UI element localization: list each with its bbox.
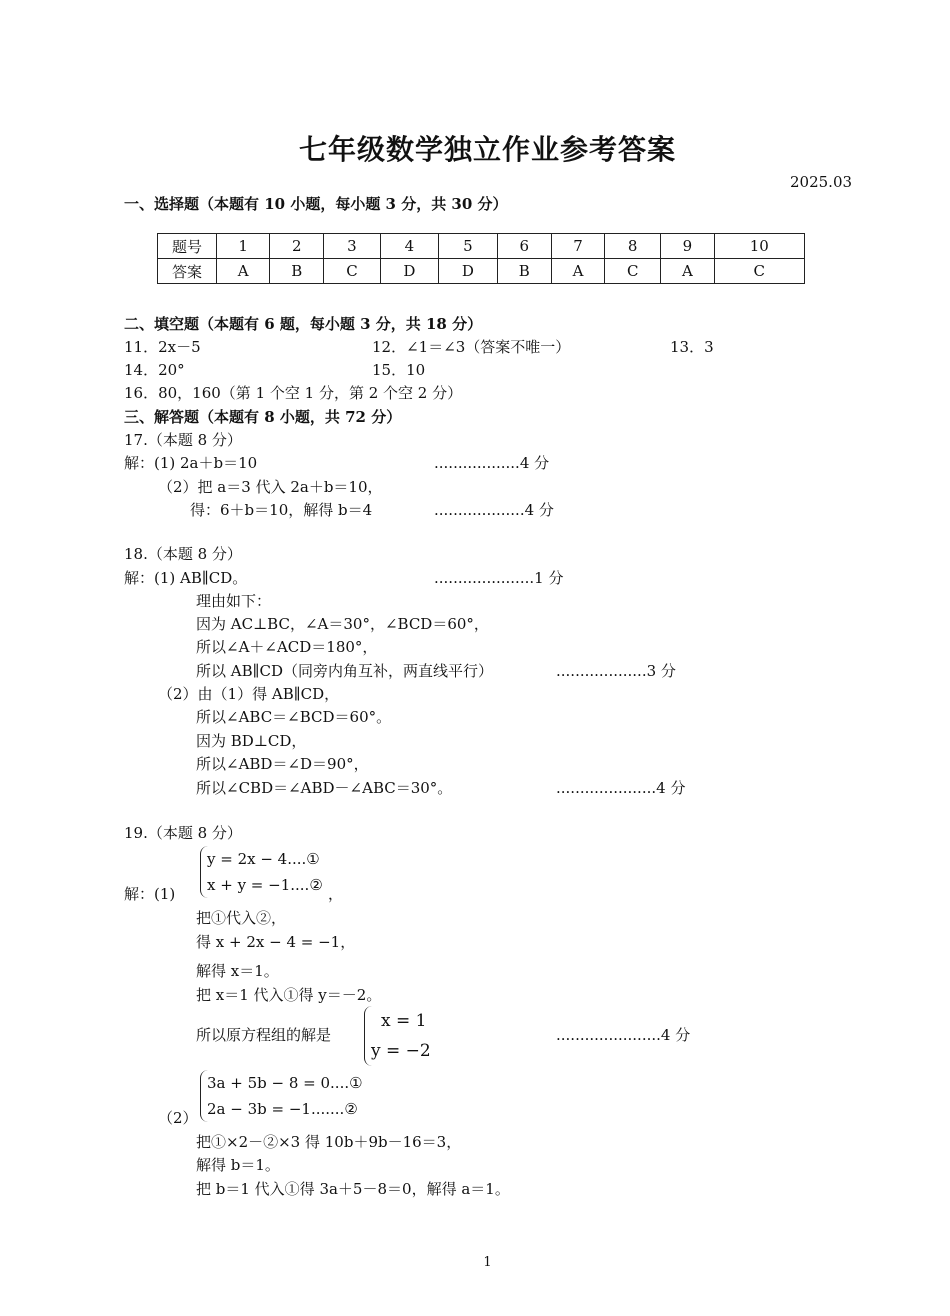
table-cell: D <box>439 259 498 284</box>
table-cell: C <box>605 259 661 284</box>
equation: y = −2 <box>371 1041 431 1061</box>
problem-18-line: （2）由（1）得 AB∥CD， <box>158 685 340 703</box>
answer-11: 11．2x－5 <box>124 338 201 356</box>
problem-19-line: 所以原方程组的解是 <box>196 1026 332 1044</box>
table-cell: 4 <box>380 234 439 259</box>
section-solve-heading: 三、解答题（本题有 8 小题，共 72 分） <box>124 408 402 426</box>
problem-18-line: 因为 BD⊥CD， <box>196 732 307 750</box>
table-cell: 9 <box>661 234 714 259</box>
score-mark: .....................1 分 <box>434 569 564 587</box>
problem-19-part1-label: 解：(1) <box>124 885 176 903</box>
score-mark: ...................3 分 <box>556 662 676 680</box>
table-cell: C <box>714 259 804 284</box>
solution-system <box>364 1006 431 1066</box>
problem-18-line: 所以∠ABD＝∠D＝90°， <box>196 755 369 773</box>
answer-12: 12．∠1＝∠3（答案不唯一） <box>372 338 571 356</box>
answer-table-header-row <box>158 234 805 259</box>
section-choice-heading: 一、选择题（本题有 10 小题，每小题 3 分，共 30 分） <box>124 195 508 213</box>
answer-13: 13．3 <box>670 338 714 356</box>
table-cell: 5 <box>439 234 498 259</box>
table-cell: A <box>661 259 714 284</box>
table-cell: B <box>270 259 324 284</box>
equation-system-1 <box>200 846 323 898</box>
date: 2025.03 <box>790 173 853 191</box>
problem-19-line: 把①代入②， <box>196 909 287 927</box>
score-mark: ...................4 分 <box>434 501 554 519</box>
table-cell: B <box>497 259 551 284</box>
table-cell: A <box>217 259 270 284</box>
problem-18-line: 解：(1) AB∥CD。 <box>124 569 248 587</box>
equation-system-2 <box>200 1070 363 1122</box>
table-cell: 10 <box>714 234 804 259</box>
section-fill-heading: 二、填空题（本题有 6 题，每小题 3 分，共 18 分） <box>124 315 483 333</box>
problem-17-line: 得：6＋b＝10，解得 b＝4 <box>190 501 373 519</box>
score-mark: ......................4 分 <box>556 1026 691 1044</box>
table-cell: 7 <box>551 234 604 259</box>
table-cell: 3 <box>324 234 380 259</box>
problem-19-line: 解得 b＝1。 <box>196 1156 280 1174</box>
score-mark: ..................4 分 <box>434 454 550 472</box>
problem-17-line: 解：(1) 2a＋b＝10 <box>124 454 258 472</box>
problem-19-line: 解得 x＝1。 <box>196 962 279 980</box>
problem-19-line: 把 b＝1 代入①得 3a＋5－8＝0，解得 a＝1。 <box>196 1180 510 1198</box>
table-cell: 8 <box>605 234 661 259</box>
equation: x = 1 <box>381 1011 427 1031</box>
equation: 2a − 3b = −1.......② <box>207 1100 358 1118</box>
answer-16: 16．80，160（第 1 个空 1 分，第 2 个空 2 分） <box>124 384 463 402</box>
page-number: 1 <box>483 1255 492 1270</box>
table-cell: 答案 <box>158 259 217 284</box>
answer-14: 14．20° <box>124 361 185 379</box>
table-cell: 题号 <box>158 234 217 259</box>
problem-18-line: 所以∠A＋∠ACD＝180°， <box>196 638 378 656</box>
problem-19-part2-label: （2） <box>158 1109 198 1127</box>
problem-18-line: 所以∠CBD＝∠ABD－∠ABC＝30°。 <box>196 779 453 797</box>
score-mark: .....................4 分 <box>556 779 686 797</box>
problem-19-line: 得 x + 2x − 4 = −1， <box>196 933 356 951</box>
problem-18-line: 理由如下： <box>196 592 272 610</box>
problem-17-heading: 17.（本题 8 分） <box>124 431 242 449</box>
problem-18-line: 所以∠ABC＝∠BCD＝60°。 <box>196 708 392 726</box>
table-cell: C <box>324 259 380 284</box>
problem-19-line: 把①×2－②×3 得 10b＋9b－16＝3， <box>196 1133 462 1151</box>
table-cell: 6 <box>497 234 551 259</box>
problem-18-line: 因为 AC⊥BC，∠A＝30°，∠BCD＝60°， <box>196 615 489 633</box>
table-cell: 1 <box>217 234 270 259</box>
problem-18-line: 所以 AB∥CD（同旁内角互补，两直线平行） <box>196 662 494 680</box>
problem-17-line: （2）把 a＝3 代入 2a＋b＝10， <box>158 478 383 496</box>
answer-15: 15．10 <box>372 361 426 379</box>
equation: y = 2x − 4....① <box>207 850 320 868</box>
equation: x + y = −1....② <box>207 876 323 894</box>
comma: ， <box>328 885 344 903</box>
problem-19-heading: 19.（本题 8 分） <box>124 824 242 842</box>
problem-19-line: 把 x＝1 代入①得 y＝－2。 <box>196 986 382 1004</box>
problem-18-heading: 18.（本题 8 分） <box>124 545 242 563</box>
page-title: 七年级数学独立作业参考答案 <box>298 133 676 166</box>
table-cell: A <box>551 259 604 284</box>
answer-table <box>157 233 805 284</box>
table-cell: 2 <box>270 234 324 259</box>
table-cell: D <box>380 259 439 284</box>
equation: 3a + 5b − 8 = 0....① <box>207 1074 363 1092</box>
answer-table-answer-row <box>158 259 805 284</box>
